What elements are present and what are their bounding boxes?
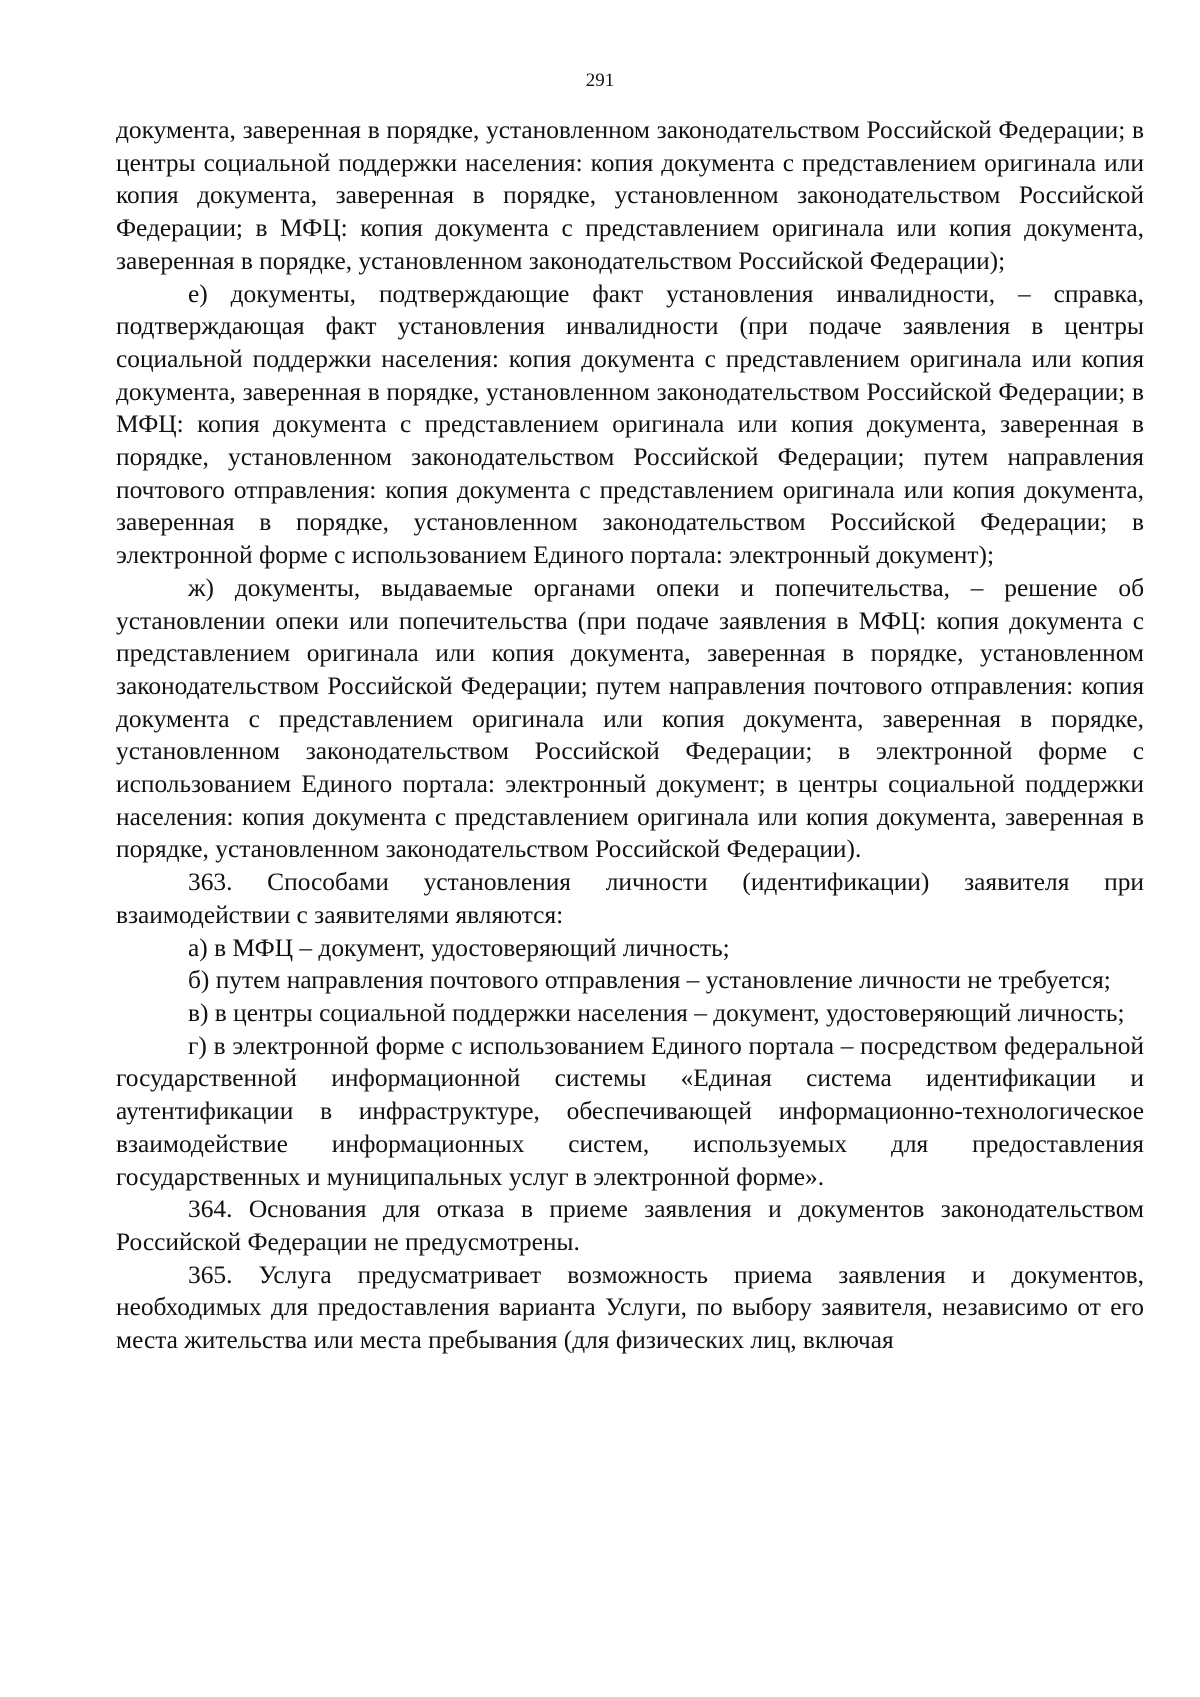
document-body xyxy=(116,114,1144,1357)
paragraph-continuation: документа, заверенная в порядке, установленном законодательством Российской Федерации; в центры социальной поддержки населения: копия документа с представлением оригинала или копия документа, заверенная в порядке, установленном законодательством Российской Федерации; в МФЦ: копия документа с представлением оригинала или копия документа, заверенная в порядке, установленном законодательством Российской Федерации); xyxy=(116,116,1144,275)
page-number: 291 xyxy=(585,70,615,91)
list-item-zh: ж) документы, выдаваемые органами опеки и попечительства, – решение об установлении опеки или попечительства (при подаче заявления в МФЦ: копия документа с представлением оригинала или копия документа, заверенная в порядке, установленном законодательством Российской Федерации; путем направления почтового отправления: копия документа с представлением оригинала или копия документа, заверенная в порядке, установленном законодательством Российской Федерации; в электронной форме с использованием Единого портала: электронный документ; в центры социальной поддержки населения: копия документа с представлением оригинала или копия документа, заверенная в порядке, установленном законодательством Российской Федерации). xyxy=(116,573,1144,864)
clause-363: 363. Способами установления личности (идентификации) заявителя при взаимодействии с заявителями являются: xyxy=(116,868,1144,929)
list-item-v: в) в центры социальной поддержки населения – документ, удостоверяющий личность; xyxy=(188,998,1125,1027)
list-item-e: е) документы, подтверждающие факт установления инвалидности, – справка, подтверждающая факт установления инвалидности (при подаче заявления в центры социальной поддержки населения: копия документа с представлением оригинала или копия документа, заверенная в порядке, установленном законодательством Российской Федерации; в МФЦ: копия документа с представлением оригинала или копия документа, заверенная в порядке, установленном законодательством Российской Федерации; путем направления почтового отправления: копия документа с представлением оригинала или копия документа, заверенная в порядке, установленном законодательством Российской Федерации; в электронной форме с использованием Единого портала: электронный документ); xyxy=(116,279,1144,570)
list-item-a: а) в МФЦ – документ, удостоверяющий личность; xyxy=(188,933,730,962)
clause-364: 364. Основания для отказа в приеме заявления и документов законодательством Российской Федерации не предусмотрены. xyxy=(116,1195,1144,1256)
list-item-b: б) путем направления почтового отправления – установление личности не требуется; xyxy=(188,966,1111,995)
list-item-g: г) в электронной форме с использованием Единого портала – посредством федеральной государственной информационной системы «Единая система идентификации и аутентификации в инфраструктуре, обеспечивающей информационно-технологическое взаимодействие информационных систем, используемых для предоставления государственных и муниципальных услуг в электронной форме». xyxy=(116,1031,1144,1191)
clause-365: 365. Услуга предусматривает возможность приема заявления и документов, необходимых для предоставления варианта Услуги, по выбору заявителя, независимо от его места жительства или места пребывания (для физических лиц, включая xyxy=(116,1260,1144,1355)
